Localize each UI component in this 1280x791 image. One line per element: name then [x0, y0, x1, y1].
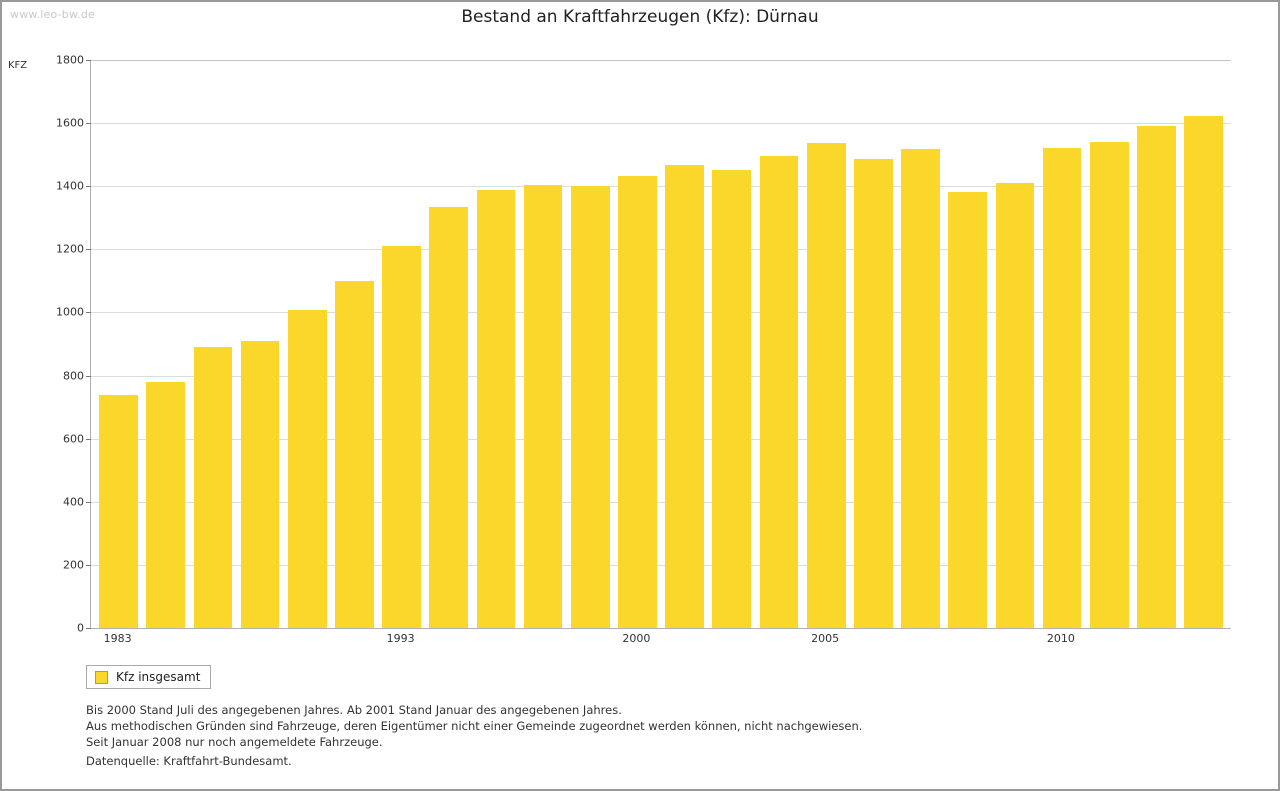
legend[interactable] [86, 665, 211, 689]
bar[interactable] [1090, 142, 1129, 628]
bar[interactable] [288, 310, 327, 628]
bar[interactable] [524, 185, 563, 628]
bar-slot [1086, 60, 1133, 628]
watermark: www.leo-bw.de [10, 8, 96, 21]
bar-slot [1133, 60, 1180, 628]
bar[interactable] [146, 382, 185, 628]
bar-slot [1038, 60, 1085, 628]
legend-label: Kfz insgesamt [116, 670, 201, 684]
bar-slot [614, 60, 661, 628]
bar[interactable] [1184, 116, 1223, 628]
bar-slot [1180, 60, 1227, 628]
bar-slot [755, 60, 802, 628]
bar-slot [567, 60, 614, 628]
bar[interactable] [854, 159, 893, 628]
page-title: Bestand an Kraftfahrzeugen (Kfz): Dürnau [461, 7, 819, 27]
x-tick-label: 1983 [103, 632, 132, 645]
bar[interactable] [1043, 148, 1082, 628]
plot-area [90, 60, 1231, 629]
footnote-line-3: Seit Januar 2008 nur noch angemeldete Fahrzeuge. [86, 735, 383, 749]
y-tick-label: 0 [77, 621, 84, 635]
bar[interactable] [429, 207, 468, 628]
bar[interactable] [1137, 126, 1176, 628]
x-tick-label: 2005 [811, 632, 840, 645]
bar-slot [95, 60, 142, 628]
bar-slot [425, 60, 472, 628]
bar[interactable] [241, 341, 280, 628]
x-tick-label: 2000 [622, 632, 651, 645]
y-tick-label: 1800 [56, 53, 84, 67]
y-tick-label: 600 [63, 432, 84, 446]
x-tick-label: 2010 [1046, 632, 1075, 645]
bar[interactable] [807, 143, 846, 628]
bar-slot [708, 60, 755, 628]
bar-slot [284, 60, 331, 628]
x-tick-label: 1993 [386, 632, 415, 645]
bar-slot [331, 60, 378, 628]
bar[interactable] [948, 192, 987, 628]
footnotes [86, 702, 1086, 750]
y-axis-tick-labels [32, 53, 84, 635]
x-axis-tick-labels [90, 632, 1230, 650]
bar-slot [661, 60, 708, 628]
data-source: Datenquelle: Kraftfahrt-Bundesamt. [86, 754, 292, 768]
y-tick-label: 1600 [56, 116, 84, 130]
bar-slot [944, 60, 991, 628]
bar[interactable] [996, 183, 1035, 628]
bar[interactable] [194, 347, 233, 628]
y-tick-mark [86, 628, 91, 629]
bar-slot [803, 60, 850, 628]
bar-slot [237, 60, 284, 628]
bar-slot [850, 60, 897, 628]
bar-slot [378, 60, 425, 628]
y-tick-label: 1400 [56, 179, 84, 193]
footnote-line-1: Bis 2000 Stand Juli des angegebenen Jahres. Ab 2001 Stand Januar des angegebenen Jahres. [86, 703, 622, 717]
bar[interactable] [901, 149, 940, 628]
y-tick-label: 200 [63, 558, 84, 572]
bar[interactable] [335, 281, 374, 628]
bar[interactable] [760, 156, 799, 628]
bar[interactable] [99, 395, 138, 628]
bar-slot [897, 60, 944, 628]
y-tick-label: 1200 [56, 242, 84, 256]
bar-slot [472, 60, 519, 628]
legend-swatch-icon [95, 671, 108, 684]
bar[interactable] [665, 165, 704, 628]
bar-series [91, 60, 1231, 628]
bar[interactable] [382, 246, 421, 628]
y-axis-label: KFZ [8, 60, 28, 71]
footnote-line-2: Aus methodischen Gründen sind Fahrzeuge, deren Eigentümer nicht einer Gemeinde zugeordnet werden können, nicht nachgewiesen. [86, 719, 863, 733]
bar-slot [991, 60, 1038, 628]
bar[interactable] [477, 190, 516, 628]
bar[interactable] [712, 170, 751, 628]
bar[interactable] [618, 176, 657, 628]
bar[interactable] [571, 186, 610, 628]
y-tick-label: 800 [63, 369, 84, 383]
bar-slot [142, 60, 189, 628]
bar-slot [189, 60, 236, 628]
bar-slot [520, 60, 567, 628]
y-tick-label: 1000 [56, 305, 84, 319]
y-tick-label: 400 [63, 495, 84, 509]
